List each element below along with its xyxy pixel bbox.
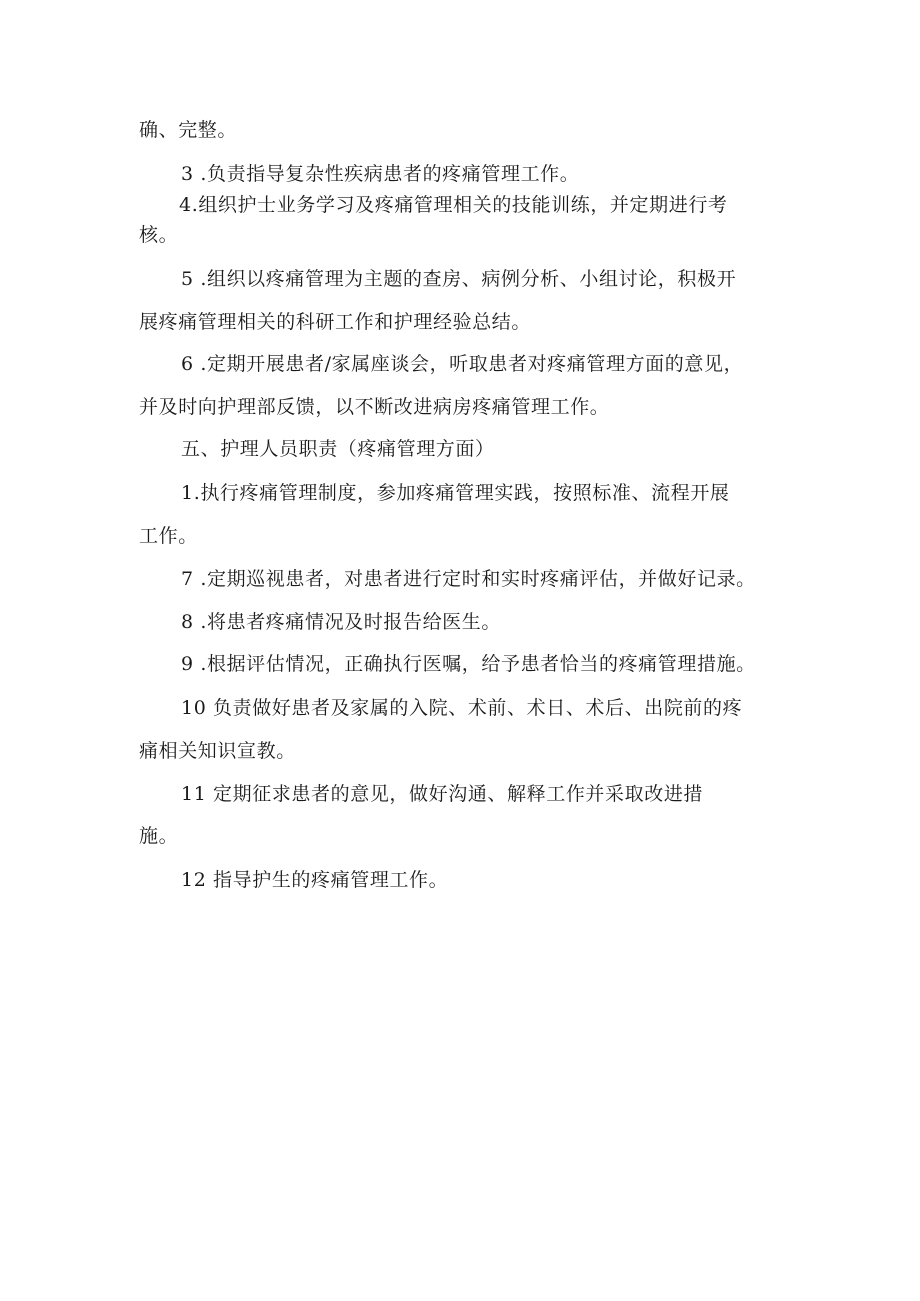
list-item-7: 7 .定期巡视患者，对患者进行定时和实时疼痛评估，并做好记录。 xyxy=(181,568,756,590)
list-item-3: 3 .负责指导复杂性疾病患者的疼痛管理工作。 xyxy=(181,163,580,185)
text-line: 核。 xyxy=(139,224,179,246)
list-item-11: 11 定期征求患者的意见，做好沟通、解释工作并采取改进措 xyxy=(181,783,704,805)
text-line: 确、完整。 xyxy=(139,119,238,141)
list-item-4: 4.组织护士业务学习及疼痛管理相关的技能训练，并定期进行考 xyxy=(179,194,728,216)
text-line: 痛相关知识宣教。 xyxy=(139,740,296,762)
list-item-12: 12 指导护生的疼痛管理工作。 xyxy=(181,869,449,891)
list-item-1: 1.执行疼痛管理制度，参加疼痛管理实践，按照标准、流程开展 xyxy=(181,482,730,504)
list-item-5: 5 .组织以疼痛管理为主题的查房、病例分析、小组讨论，积极开 xyxy=(181,268,737,290)
text-line: 并及时向护理部反馈，以不断改进病房疼痛管理工作。 xyxy=(139,396,610,418)
text-line: 工作。 xyxy=(139,525,198,547)
list-item-9: 9 .根据评估情况，正确执行医嘱，给予患者恰当的疼痛管理措施。 xyxy=(181,653,756,675)
section-heading: 五、护理人员职责（疼痛管理方面） xyxy=(181,438,495,460)
list-item-8: 8 .将患者疼痛情况及时报告给医生。 xyxy=(181,611,501,633)
text-line: 施。 xyxy=(139,825,179,847)
list-item-6: 6 .定期开展患者/家属座谈会，听取患者对疼痛管理方面的意见， xyxy=(181,353,744,375)
list-item-10: 10 负责做好患者及家属的入院、术前、术日、术后、出院前的疼 xyxy=(181,697,743,719)
text-line: 展疼痛管理相关的科研工作和护理经验总结。 xyxy=(139,311,532,333)
